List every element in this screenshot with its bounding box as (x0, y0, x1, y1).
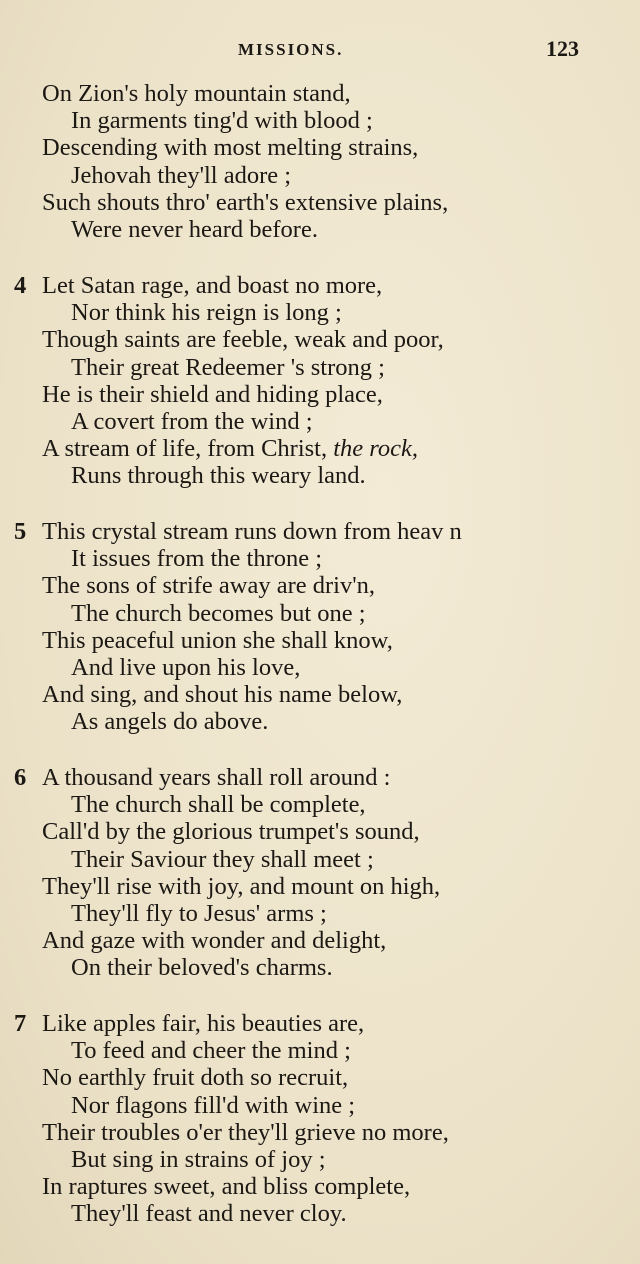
verse-line: This peaceful union she shall know, (42, 626, 393, 654)
verse-line: A covert from the wind ; (71, 407, 313, 435)
stanza-number: 6 (14, 764, 27, 791)
running-header-title: MISSIONS. (238, 40, 344, 59)
verse-line: Descending with most melting strains, (42, 134, 419, 162)
stanza-number: 4 (14, 272, 27, 299)
stanza-7 (0, 1010, 640, 1228)
verse-line: They'll fly to Jesus' arms ; (71, 899, 327, 927)
verse-line: Let Satan rage, and boast no more, (42, 272, 383, 299)
verse-line: Their great Redeemer 's strong ; (71, 353, 385, 381)
verse-line: Runs through this weary land. (71, 462, 366, 490)
verse-line: To feed and cheer the mind ; (71, 1037, 351, 1065)
verse-line: No earthly fruit doth so recruit, (42, 1064, 349, 1092)
verse-line: Were never heard before. (71, 215, 318, 243)
verse-line: And live upon his love, (71, 653, 301, 681)
verse-line: As angels do above. (71, 708, 269, 736)
verse-line: On their beloved's charms. (71, 954, 333, 982)
verse-line: They'll rise with joy, and mount on high, (42, 872, 441, 900)
verse-line-text: A stream of life, from Christ, (42, 435, 334, 463)
stanza-number: 5 (14, 518, 27, 545)
verse-line: And gaze with wonder and delight, (42, 927, 387, 955)
verse-line: They'll feast and never cloy. (71, 1200, 347, 1228)
verse-line: On Zion's holy mountain stand, (42, 80, 351, 107)
verse-line: Nor think his reign is long ; (71, 299, 342, 327)
verse-line: Jehovah they'll adore ; (71, 161, 292, 189)
verse-line: And sing, and shout his name below, (42, 681, 403, 709)
stanza-4 (0, 272, 640, 490)
stanza-number: 7 (14, 1010, 27, 1037)
page-number: 123 (546, 36, 579, 61)
verse-line: The church shall be complete, (71, 791, 366, 819)
italic-phrase: the rock, (333, 435, 419, 463)
verse-line: It issues from the throne ; (71, 545, 323, 573)
verse-line: Like apples fair, his beauties are, (42, 1010, 365, 1037)
verse-line: Though saints are feeble, weak and poor, (42, 326, 444, 354)
verse-line: In garments ting'd with blood ; (71, 107, 373, 135)
verse-line: He is their shield and hiding place, (42, 380, 383, 408)
verse-line: Call'd by the glorious trumpet's sound, (42, 818, 420, 846)
verse-line: The sons of strife away are driv'n, (42, 572, 376, 600)
verse-line-with-italic (0, 435, 640, 462)
verse-line: Such shouts thro' earth's extensive plains, (42, 188, 449, 216)
stanza-continued (0, 80, 640, 243)
stanza-5 (0, 518, 640, 736)
verse-line: Their Saviour they shall meet ; (71, 845, 374, 873)
verse-line: In raptures sweet, and bliss complete, (42, 1173, 411, 1201)
verse-line: Their troubles o'er they'll grieve no more, (42, 1118, 449, 1146)
verse-line: But sing in strains of joy ; (71, 1145, 326, 1173)
verse-line: Nor flagons fill'd with wine ; (71, 1091, 356, 1119)
stanza-6 (0, 764, 640, 982)
verse-line: A thousand years shall roll around : (42, 764, 391, 791)
verse-line: This crystal stream runs down from heav n (42, 518, 462, 545)
verse-line: The church becomes but one ; (71, 599, 366, 627)
